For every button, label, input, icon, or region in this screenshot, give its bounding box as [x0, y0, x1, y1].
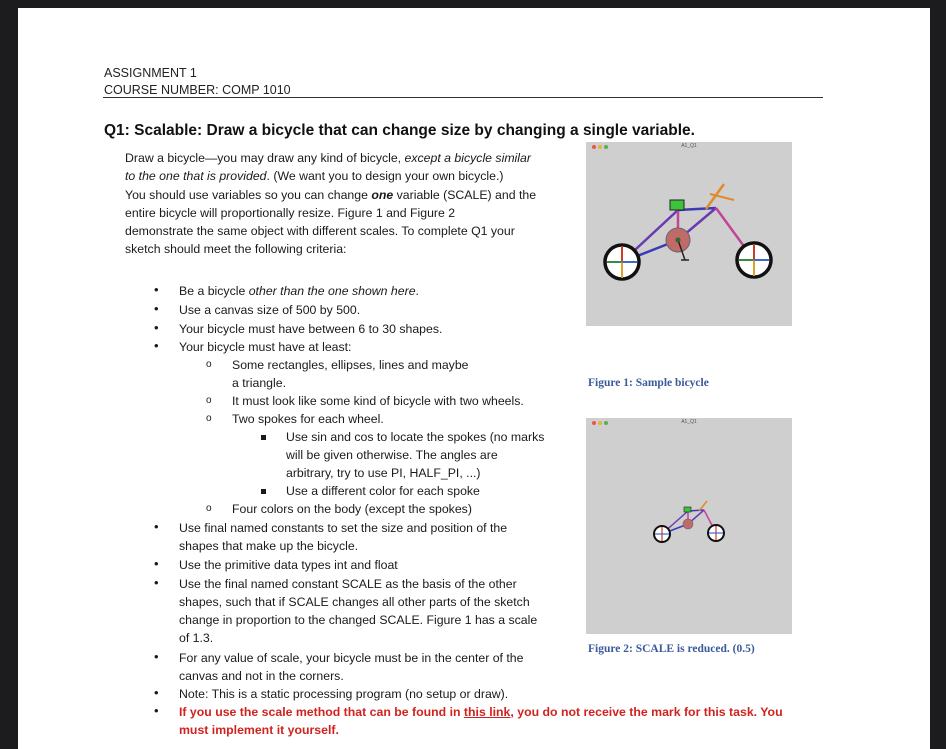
intro-text: variable (SCALE) and the	[393, 187, 537, 202]
bicycle-seat	[684, 507, 691, 512]
sub-criteria-item: a triangle.	[232, 376, 287, 390]
criteria-item: shapes, such that if SCALE changes all other parts of the sketch	[179, 595, 530, 609]
intro-text: You should use variables so you can change	[125, 187, 372, 202]
intro-text: entire bicycle will proportionally resize. Figure 1 and Figure 2	[125, 205, 456, 220]
figure-2-caption: Figure 2: SCALE is reduced. (0.5)	[588, 643, 755, 655]
criteria-item: Use a canvas size of 500 by 500.	[179, 303, 361, 317]
intro-text: sketch should meet the following criteria:	[125, 242, 347, 257]
circle-bullet-icon: o	[206, 359, 212, 370]
assignment-label: ASSIGNMENT 1	[104, 66, 197, 80]
criteria-item: change in proportion to the changed SCALE. Figure 1 has a scale	[179, 613, 538, 627]
bicycle-pedal-gear	[683, 519, 693, 529]
criteria-item: Use the final named constant SCALE as the basis of the other	[179, 577, 517, 591]
warning-text: , you do not receive the mark for this task. You	[510, 705, 783, 719]
rear-wheel	[708, 525, 724, 541]
bullet-icon: •	[154, 519, 159, 534]
intro-emphasis: except a bicycle similar	[404, 151, 531, 165]
bicycle-drawing	[586, 142, 792, 326]
criteria-emphasis: other than the one shown here	[248, 284, 416, 298]
circle-bullet-icon: o	[206, 413, 212, 424]
intro-strong: one	[371, 187, 394, 202]
scale-method-link[interactable]: this link	[463, 705, 511, 719]
warning-text: If you use the scale method that can be found in	[179, 705, 464, 719]
criteria-item	[179, 282, 419, 300]
bullet-icon: •	[154, 685, 159, 700]
intro-text: . (We want you to design your own bicycle.)	[266, 169, 504, 184]
circle-bullet-icon: o	[206, 395, 212, 406]
intro-text: Draw a bicycle—you may draw any kind of bicycle,	[125, 151, 405, 165]
window-title: A1_Q1	[681, 419, 697, 425]
bicycle-seat	[670, 200, 684, 210]
criteria-text: Be a bicycle	[179, 284, 249, 298]
subsub-criteria-item: arbitrary, try to use PI, HALF_PI, ...)	[286, 466, 481, 480]
bullet-icon: •	[154, 703, 159, 718]
bullet-icon: •	[154, 338, 159, 353]
document-page	[18, 8, 930, 749]
front-wheel	[654, 526, 670, 542]
bullet-icon: •	[154, 556, 159, 571]
square-bullet-icon	[261, 435, 266, 440]
square-bullet-icon	[261, 489, 266, 494]
bicycle-drawing-small	[586, 418, 792, 634]
bullet-icon: •	[154, 301, 159, 316]
criteria-text: .	[415, 284, 419, 298]
subsub-criteria-item: Use sin and cos to locate the spokes (no marks	[286, 430, 545, 444]
criteria-item: Your bicycle must have between 6 to 30 shapes.	[179, 322, 443, 336]
circle-bullet-icon: o	[206, 503, 212, 514]
bullet-icon: •	[154, 649, 159, 664]
sub-criteria-item: It must look like some kind of bicycle with two wheels.	[232, 394, 524, 408]
subsub-criteria-item: Use a different color for each spoke	[286, 484, 480, 498]
question-intro	[125, 149, 585, 259]
question-title: Q1: Scalable: Draw a bicycle that can change size by changing a single variable.	[104, 122, 695, 139]
figure-2-canvas	[586, 418, 792, 634]
bullet-icon: •	[154, 282, 159, 297]
criteria-item: Your bicycle must have at least:	[179, 340, 352, 354]
sub-criteria-item: Some rectangles, ellipses, lines and maybe	[232, 358, 469, 372]
criteria-item: of 1.3.	[179, 631, 214, 645]
warning-item: must implement it yourself.	[179, 723, 339, 737]
criteria-item: Note: This is a static processing program (no setup or draw).	[179, 687, 509, 701]
warning-item	[179, 703, 783, 721]
criteria-item: canvas and not in the corners.	[179, 669, 344, 683]
bullet-icon: •	[154, 320, 159, 335]
intro-emphasis: to the one that is provided	[125, 169, 267, 184]
course-number: COURSE NUMBER: COMP 1010	[104, 83, 291, 97]
criteria-item: For any value of scale, your bicycle must be in the center of the	[179, 651, 524, 665]
subsub-criteria-item: will be given otherwise. The angles are	[286, 448, 498, 462]
front-wheel	[605, 245, 639, 279]
bicycle-frame	[622, 184, 754, 262]
criteria-item: Use final named constants to set the size and position of the	[179, 521, 508, 535]
rear-wheel	[737, 243, 771, 277]
criteria-item: Use the primitive data types int and float	[179, 558, 398, 572]
header-divider	[103, 97, 823, 98]
figure-1-canvas	[586, 142, 792, 326]
intro-text: demonstrate the same object with different scales. To complete Q1 your	[125, 224, 515, 239]
sub-criteria-item: Four colors on the body (except the spokes)	[232, 502, 472, 516]
figure-1-caption: Figure 1: Sample bicycle	[588, 377, 709, 389]
window-title: A1_Q1	[681, 143, 697, 149]
criteria-item: shapes that make up the bicycle.	[179, 539, 359, 553]
bullet-icon: •	[154, 575, 159, 590]
sub-criteria-item: Two spokes for each wheel.	[232, 412, 384, 426]
